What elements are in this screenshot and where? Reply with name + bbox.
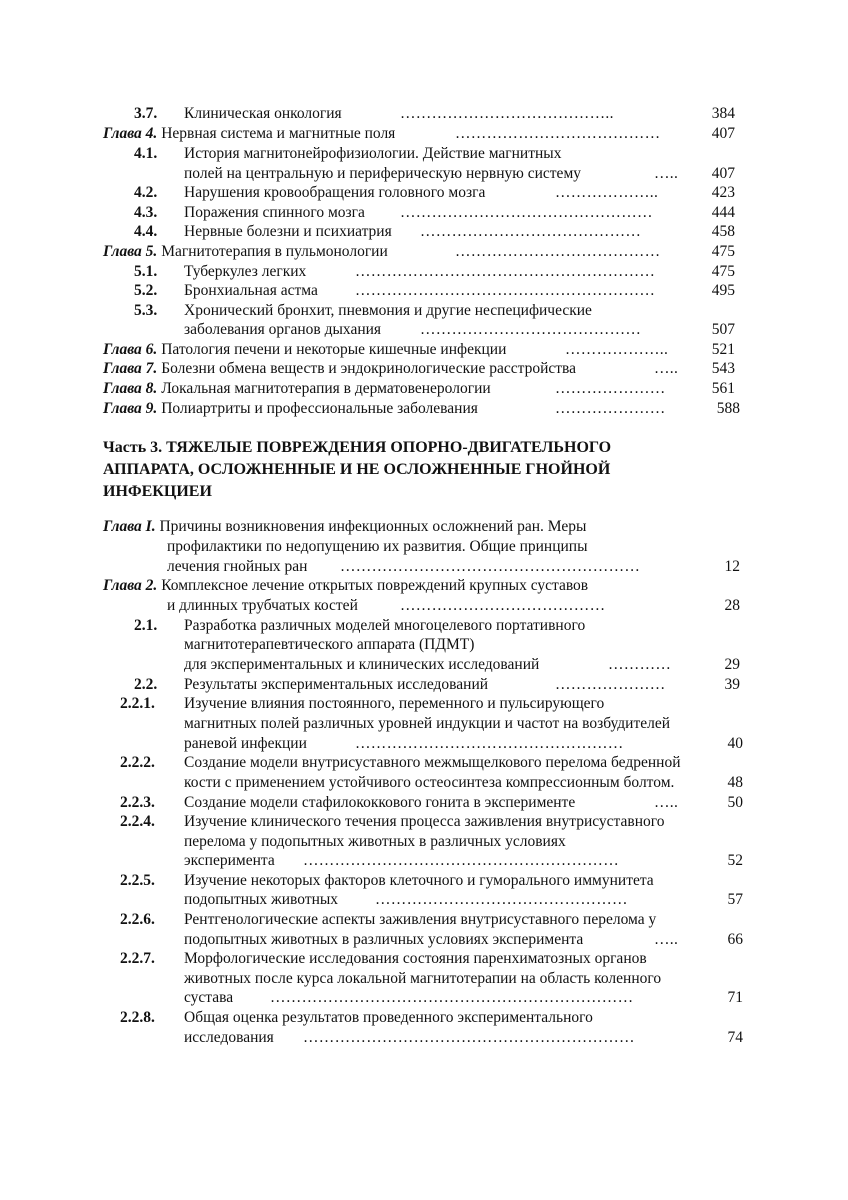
toc-chapter-label: Глава I.: [103, 518, 156, 535]
toc-chapter-label: Глава 7.: [103, 360, 158, 377]
toc-leader: ……………………………………: [420, 223, 642, 240]
toc-entry-title: Хронический бронхит, пневмония и другие неспецифические: [184, 302, 592, 319]
toc-chapter-label: Глава 2.: [103, 577, 158, 594]
toc-entry-title: Создание модели стафилококкового гонита в эксперименте: [184, 794, 576, 811]
toc-leader: …………………………………………: [375, 891, 628, 908]
toc-number: 3.7.: [134, 105, 158, 122]
toc-entry-title: Комплексное лечение открытых повреждений крупных суставов: [161, 577, 589, 594]
toc-page-number: 543: [711, 360, 735, 377]
toc-entry-title: Причины возникновения инфекционных осложнений ран. Меры: [159, 518, 587, 535]
toc-page-number: 74: [727, 1029, 743, 1046]
part-heading-line: ИНФЕКЦИЕИ: [103, 483, 212, 500]
toc-entry-title-cont: профилактики по недопущению их развития. Общие принципы: [167, 538, 588, 555]
toc-entry-title: Нервные болезни и психиатрия: [184, 223, 392, 240]
toc-leader: …………: [608, 656, 672, 673]
toc-leader: …………………: [555, 380, 666, 397]
toc-chapter-entry: [103, 399, 478, 419]
toc-number: 2.2.: [134, 676, 158, 693]
toc-leader: ………………..: [555, 184, 659, 201]
toc-entry-title-cont: подопытных животных: [184, 891, 339, 908]
toc-number: 4.4.: [134, 223, 158, 240]
toc-leader: …………………………………………: [400, 204, 653, 221]
toc-number: 2.2.2.: [120, 754, 155, 771]
toc-page-number: 28: [724, 597, 740, 614]
toc-entry-title: Нервная система и магнитные поля: [161, 125, 396, 142]
toc-entry-title-cont: эксперимента: [184, 852, 275, 869]
toc-leader: ……………………………………………………: [303, 852, 619, 869]
toc-chapter-entry: [103, 517, 586, 537]
toc-page-number: 12: [724, 558, 740, 575]
toc-leader: …………………………………..: [400, 105, 614, 122]
toc-entry-title: Изучение клинического течения процесса заживления внутрисуставного: [184, 813, 665, 830]
toc-entry-title: Общая оценка результатов проведенного экспериментального: [184, 1009, 593, 1026]
toc-entry-title: Нарушения кровообращения головного мозга: [184, 184, 486, 201]
toc-page-number: 66: [727, 931, 743, 948]
toc-leader: ………………..: [565, 341, 669, 358]
toc-page-number: 444: [711, 204, 735, 221]
toc-number: 5.3.: [134, 302, 158, 319]
toc-entry-title-cont: перелома у подопытных животных в различных условиях: [184, 833, 566, 850]
toc-entry-title-cont: магнитотерапевтического аппарата (ПДМТ): [184, 636, 475, 653]
toc-entry-title: Поражения спинного мозга: [184, 204, 365, 221]
toc-page-number: 71: [727, 989, 743, 1006]
toc-number: 4.1.: [134, 145, 158, 162]
toc-page-number: 39: [724, 676, 740, 693]
toc-chapter-label: Глава 8.: [103, 380, 158, 397]
toc-entry-title: Изучение некоторых факторов клеточного и гуморального иммунитета: [184, 872, 654, 889]
toc-page-number: 458: [711, 223, 735, 240]
toc-leader: ………………………………………………………: [303, 1029, 635, 1046]
toc-entry-title-cont: исследования: [184, 1029, 274, 1046]
toc-chapter-label: Глава 9.: [103, 400, 158, 417]
toc-entry-title-cont: для экспериментальных и клинических исследований: [184, 656, 540, 673]
toc-page-number: 29: [724, 656, 740, 673]
toc-entry-title: Создание модели внутрисуставного межмыщелкового перелома бедренной: [184, 754, 681, 771]
toc-number: 2.2.5.: [120, 872, 155, 889]
toc-leader: …………………………………: [455, 125, 661, 142]
toc-chapter-entry: [103, 379, 491, 399]
part-heading-line: Часть 3. ТЯЖЕЛЫЕ ПОВРЕЖДЕНИЯ ОПОРНО-ДВИГАТЕЛЬНОГО: [103, 439, 612, 456]
toc-entry-title: История магнитонейрофизиологии. Действие магнитных: [184, 145, 562, 162]
toc-leader: …………………………………………………: [340, 558, 641, 575]
part-heading-line: АППАРАТА, ОСЛОЖНЕННЫЕ И НЕ ОСЛОЖНЕННЫЕ ГНОЙНОЙ: [103, 461, 611, 478]
toc-entry-title: Полиартриты и профессиональные заболевания: [161, 400, 478, 417]
toc-number: 2.2.8.: [120, 1009, 155, 1026]
toc-page-number: 521: [711, 341, 735, 358]
toc-leader: …..: [654, 360, 679, 377]
toc-leader: …………………………………: [400, 597, 606, 614]
toc-leader: …..: [654, 165, 679, 182]
toc-chapter-label: Глава 4.: [103, 125, 158, 142]
toc-leader: …………………………………: [455, 243, 661, 260]
toc-entry-title-cont: подопытных животных в различных условиях эксперимента: [184, 931, 584, 948]
toc-page-number: 52: [727, 852, 743, 869]
toc-number: 2.2.4.: [120, 813, 155, 830]
toc-page-number: 588: [716, 400, 740, 417]
toc-leader: …………………………………………………: [355, 282, 656, 299]
toc-entry-title: Туберкулез легких: [184, 263, 307, 280]
toc-entry-title: Магнитотерапия в пульмонологии: [161, 243, 388, 260]
toc-number: 2.2.1.: [120, 695, 155, 712]
toc-page-number: 48: [727, 774, 743, 791]
toc-page-number: 475: [711, 263, 735, 280]
toc-page-number: 495: [711, 282, 735, 299]
toc-entry-title: Результаты экспериментальных исследований: [184, 676, 489, 693]
toc-chapter-entry: [103, 124, 395, 144]
toc-entry-title: Разработка различных моделей многоцелевого портативного: [184, 617, 586, 634]
toc-number: 2.1.: [134, 617, 158, 634]
toc-page-number: 423: [711, 184, 735, 201]
toc-number: 2.2.3.: [120, 794, 155, 811]
toc-entry-title: Патология печени и некоторые кишечные инфекции: [161, 341, 507, 358]
toc-entry-title: Локальная магнитотерапия в дерматовенерологии: [161, 380, 491, 397]
toc-entry-title: Рентгенологические аспекты заживления внутрисуставного перелома у: [184, 911, 657, 928]
toc-leader: ……………………………………………………………: [270, 989, 634, 1006]
toc-page-number: 561: [711, 380, 735, 397]
toc-leader: …..: [654, 931, 679, 948]
toc-leader: …………………: [555, 676, 666, 693]
toc-chapter-entry: [103, 242, 388, 262]
toc-page-number: 40: [727, 735, 743, 752]
toc-number: 5.2.: [134, 282, 158, 299]
toc-number: 2.2.6.: [120, 911, 155, 928]
toc-chapter-label: Глава 5.: [103, 243, 158, 260]
toc-entry-title-cont: магнитных полей различных уровней индукции и частот на возбудителей: [184, 715, 671, 732]
toc-page-number: 407: [711, 165, 735, 182]
toc-leader: …..: [654, 794, 679, 811]
toc-entry-title-cont: и длинных трубчатых костей: [167, 597, 358, 614]
toc-chapter-entry: [103, 359, 576, 379]
toc-entry-title-cont: раневой инфекции: [184, 735, 307, 752]
toc-number: 4.2.: [134, 184, 158, 201]
toc-entry-title-cont: заболевания органов дыхания: [184, 321, 382, 338]
toc-entry-title-cont: животных после курса локальной магнитотерапии на область коленного: [184, 970, 662, 987]
toc-page-number: 407: [711, 125, 735, 142]
toc-leader: ……………………………………: [420, 321, 642, 338]
toc-entry-title: Морфологические исследования состояния паренхиматозных органов: [184, 950, 647, 967]
toc-entry-title: Изучение влияния постоянного, переменного и пульсирующего: [184, 695, 605, 712]
toc-leader: …………………………………………………: [355, 263, 656, 280]
part-heading: [103, 437, 743, 503]
toc-page-number: 507: [711, 321, 735, 338]
toc-entry-title: Бронхиальная астма: [184, 282, 318, 299]
toc-entry-title-cont: кости с применением устойчивого остеосинтеза компрессионным болтом.: [184, 774, 675, 791]
toc-entry-title-cont: сустава: [184, 989, 234, 1006]
toc-number: 4.3.: [134, 204, 158, 221]
toc-page-number: 57: [727, 891, 743, 908]
toc-entry-title-cont: лечения гнойных ран: [167, 558, 308, 575]
toc-entry-title: Болезни обмена веществ и эндокринологические расстройства: [161, 360, 577, 377]
toc-page-number: 384: [711, 105, 735, 122]
toc-number: 5.1.: [134, 263, 158, 280]
toc-chapter-entry: [103, 576, 588, 596]
toc-page-number: 50: [727, 794, 743, 811]
toc-entry-title-cont: полей на центральную и периферическую нервную систему: [184, 165, 581, 182]
toc-page-number: 475: [711, 243, 735, 260]
toc-chapter-label: Глава 6.: [103, 341, 158, 358]
toc-entry-title: Клиническая онкология: [184, 105, 342, 122]
toc-leader: ……………………………………………: [355, 735, 624, 752]
toc-number: 2.2.7.: [120, 950, 155, 967]
toc-chapter-entry: [103, 340, 506, 360]
toc-leader: …………………: [555, 400, 666, 417]
